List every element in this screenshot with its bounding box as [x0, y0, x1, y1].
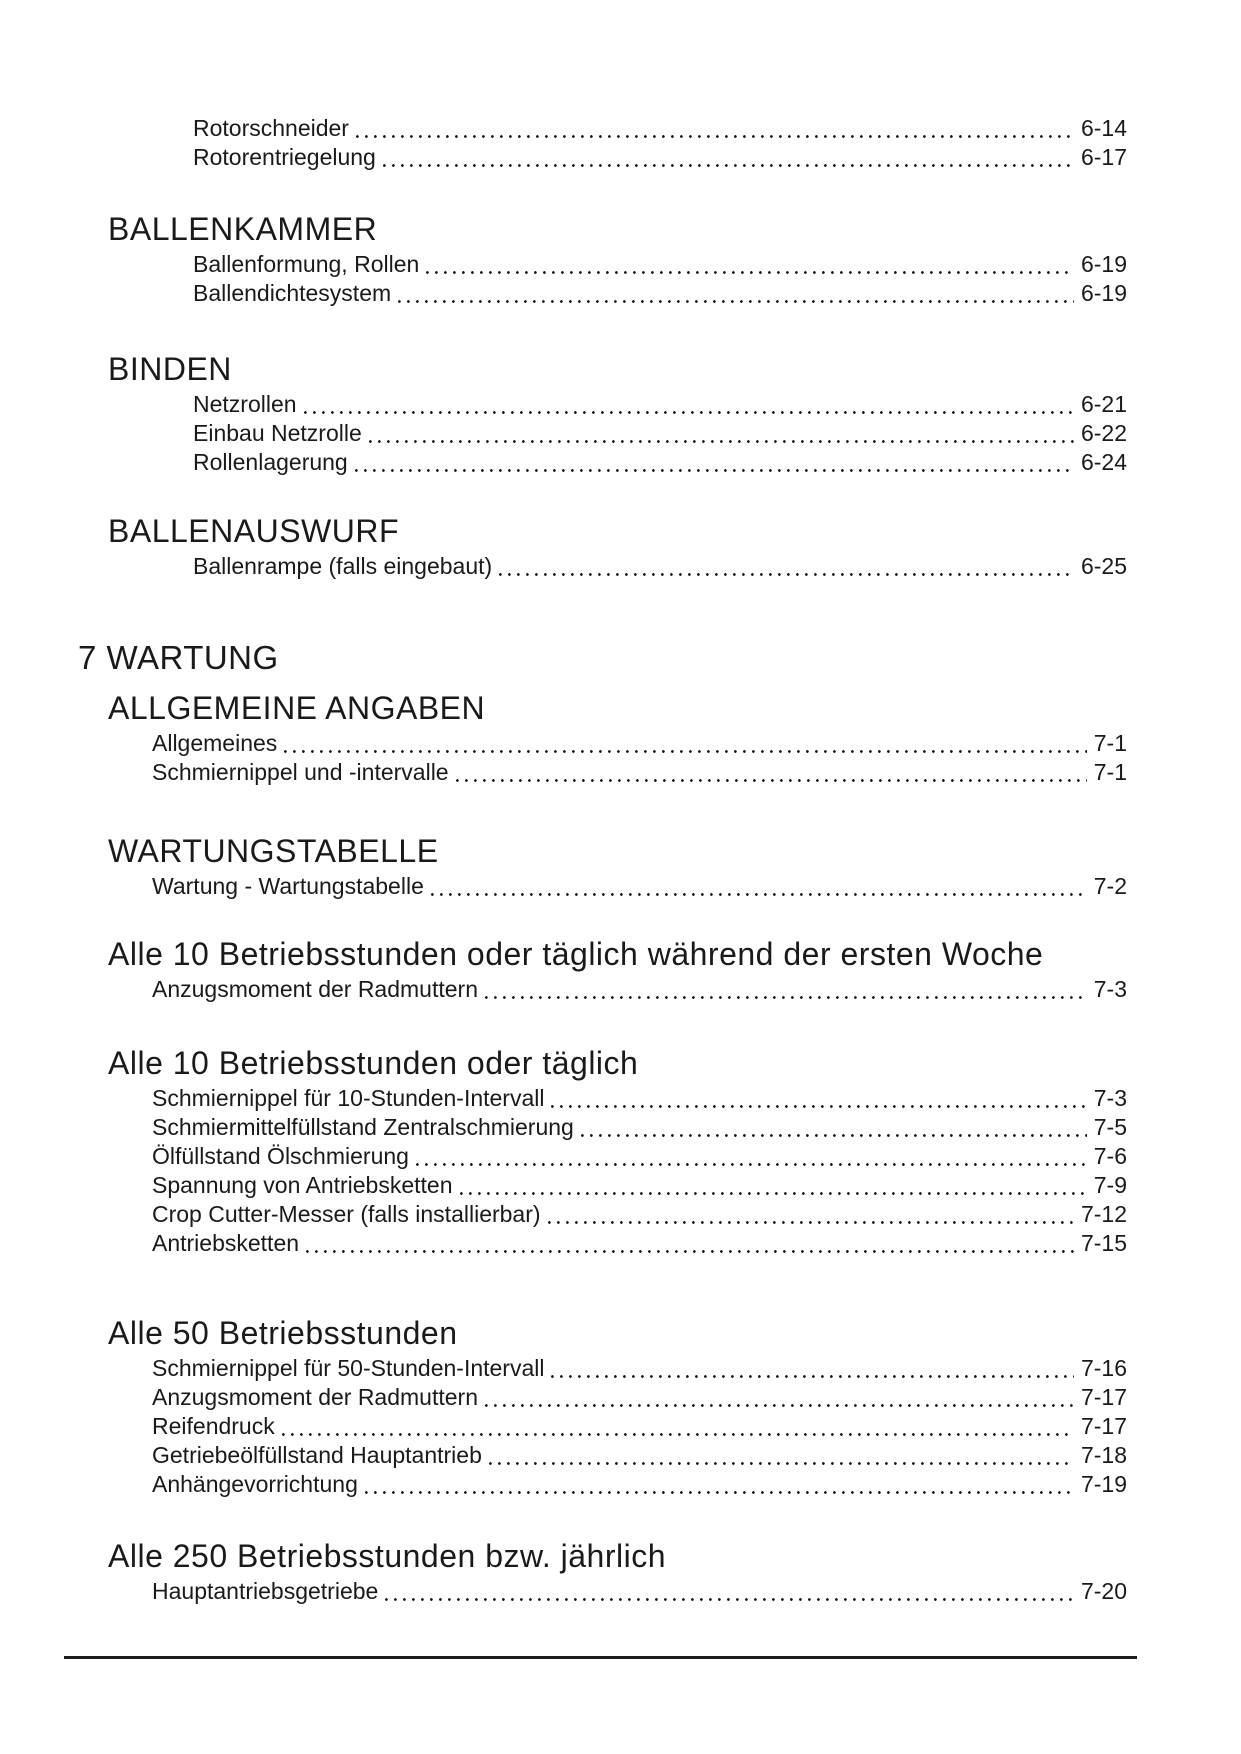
toc-page-number: 6-14 [1080, 115, 1127, 141]
toc-entry [0, 1383, 1241, 1412]
toc-section [0, 641, 1241, 679]
toc-section [0, 1316, 1241, 1499]
toc-entry [0, 419, 1241, 448]
chapter-heading: 7 WARTUNG [78, 639, 279, 676]
dot-leader [277, 729, 1093, 758]
toc-entry [0, 1354, 1241, 1383]
toc-entry [0, 1171, 1241, 1200]
toc-entry-label: Rollenlagerung [193, 449, 348, 475]
dot-leader [478, 975, 1094, 1004]
toc-entry-label: Anhängevorrichtung [152, 1471, 358, 1497]
toc-entry-label: Schmiernippel und -intervalle [152, 759, 449, 785]
toc-page-number: 6-17 [1080, 144, 1127, 170]
toc-entry [0, 250, 1241, 279]
dot-leader [424, 872, 1094, 901]
toc-entry-label: Schmiermittelfüllstand Zentralschmierung [152, 1114, 574, 1140]
toc-entry [0, 1470, 1241, 1499]
section-heading: BINDEN [108, 351, 232, 387]
dot-leader [492, 552, 1081, 581]
toc-entry-label: Wartung - Wartungstabelle [152, 873, 424, 899]
toc-section [0, 114, 1241, 172]
toc-page-number: 7-15 [1080, 1230, 1127, 1256]
toc-entry-label: Ballenformung, Rollen [193, 251, 420, 277]
dot-leader [541, 1200, 1081, 1229]
toc-section [0, 937, 1241, 1004]
toc-page-number: 7-5 [1093, 1114, 1127, 1140]
toc-section [0, 514, 1241, 581]
toc-entry-label: Rotorschneider [193, 115, 349, 141]
toc-entry-label: Spannung von Antriebsketten [152, 1172, 453, 1198]
toc-page-number: 6-19 [1080, 251, 1127, 277]
toc-entry [0, 1142, 1241, 1171]
dot-leader [482, 1441, 1081, 1470]
dot-leader [358, 1470, 1081, 1499]
dot-leader [391, 279, 1081, 308]
toc-page-number: 7-17 [1080, 1384, 1127, 1410]
toc-page-number: 6-25 [1080, 553, 1127, 579]
page-bottom-rule [64, 1656, 1137, 1659]
toc-page-number: 7-16 [1080, 1355, 1127, 1381]
toc-entry [0, 1113, 1241, 1142]
toc-entry [0, 758, 1241, 787]
toc-page-number: 7-9 [1093, 1172, 1127, 1198]
toc-section [0, 352, 1241, 477]
toc-entry-label: Ballenrampe (falls eingebaut) [193, 553, 493, 579]
toc-entry-label: Antriebsketten [152, 1230, 300, 1256]
toc-page-number: 7-12 [1080, 1201, 1127, 1227]
dot-leader [449, 758, 1094, 787]
section-heading: BALLENKAMMER [108, 211, 378, 247]
toc-entry [0, 552, 1241, 581]
toc-page-number: 7-2 [1093, 873, 1127, 899]
toc-entry [0, 729, 1241, 758]
toc-entry [0, 114, 1241, 143]
toc-page-number: 6-21 [1080, 391, 1127, 417]
dot-leader [378, 1577, 1081, 1606]
toc-entry-label: Netzrollen [193, 391, 297, 417]
section-heading: Alle 50 Betriebsstunden [108, 1315, 458, 1351]
toc-entry [0, 872, 1241, 901]
toc-page-number: 7-17 [1080, 1413, 1127, 1439]
toc-entry-label: Schmiernippel für 10-Stunden-Intervall [152, 1085, 545, 1111]
section-heading: ALLGEMEINE ANGABEN [108, 690, 486, 726]
toc-page-number: 7-6 [1093, 1143, 1127, 1169]
toc-entry-label: Ballendichtesystem [193, 280, 392, 306]
toc-page-number: 7-1 [1093, 759, 1127, 785]
dot-leader [409, 1142, 1094, 1171]
toc-page-number: 7-3 [1093, 976, 1127, 1002]
dot-leader [349, 114, 1081, 143]
section-heading: Alle 10 Betriebsstunden oder täglich [108, 1045, 639, 1081]
toc-section [0, 212, 1241, 308]
section-heading: Alle 250 Betriebsstunden bzw. jährlich [108, 1538, 666, 1574]
toc-page-number: 6-19 [1080, 280, 1127, 306]
toc-entry-label: Getriebeölfüllstand Hauptantrieb [152, 1442, 482, 1468]
toc-page-number: 6-22 [1080, 420, 1127, 446]
toc-entry [0, 1441, 1241, 1470]
toc-entry [0, 1084, 1241, 1113]
toc-entry [0, 279, 1241, 308]
toc-entry [0, 448, 1241, 477]
toc-page-number: 7-1 [1093, 730, 1127, 756]
dot-leader [574, 1113, 1094, 1142]
dot-leader [297, 390, 1081, 419]
toc-entry [0, 143, 1241, 172]
dot-leader [376, 143, 1081, 172]
toc-entry-label: Rotorentriegelung [193, 144, 376, 170]
toc-section [0, 834, 1241, 901]
dot-leader [275, 1412, 1081, 1441]
section-heading: BALLENAUSWURF [108, 513, 399, 549]
toc-page-number: 7-18 [1080, 1442, 1127, 1468]
toc-page-number: 6-24 [1080, 449, 1127, 475]
toc-section [0, 691, 1241, 787]
dot-leader [299, 1229, 1081, 1258]
toc-section [0, 1539, 1241, 1606]
toc-entry [0, 975, 1241, 1004]
dot-leader [362, 419, 1081, 448]
dot-leader [453, 1171, 1094, 1200]
toc-section [0, 1046, 1241, 1258]
section-heading: Alle 10 Betriebsstunden oder täglich während der ersten Woche [108, 936, 1044, 972]
toc-entry-label: Crop Cutter-Messer (falls installierbar) [152, 1201, 541, 1227]
toc-entry [0, 1200, 1241, 1229]
dot-leader [478, 1383, 1081, 1412]
dot-leader [544, 1084, 1093, 1113]
toc-entry-label: Schmiernippel für 50-Stunden-Intervall [152, 1355, 545, 1381]
toc-entry-label: Reifendruck [152, 1413, 275, 1439]
toc-entry-label: Hauptantriebsgetriebe [152, 1578, 379, 1604]
toc-entry [0, 1577, 1241, 1606]
toc-entry-label: Anzugsmoment der Radmuttern [152, 1384, 478, 1410]
dot-leader [544, 1354, 1080, 1383]
toc-page-number: 7-20 [1080, 1578, 1127, 1604]
section-heading: WARTUNGSTABELLE [108, 833, 439, 869]
toc-page-number: 7-3 [1093, 1085, 1127, 1111]
dot-leader [348, 448, 1081, 477]
toc-entry-label: Anzugsmoment der Radmuttern [152, 976, 478, 1002]
toc-entry-label: Allgemeines [152, 730, 278, 756]
toc-entry [0, 1229, 1241, 1258]
toc-entry [0, 390, 1241, 419]
toc-entry-label: Ölfüllstand Ölschmierung [152, 1143, 409, 1169]
dot-leader [419, 250, 1081, 279]
toc-entry [0, 1412, 1241, 1441]
toc-page-number: 7-19 [1080, 1471, 1127, 1497]
toc-entry-label: Einbau Netzrolle [193, 420, 362, 446]
